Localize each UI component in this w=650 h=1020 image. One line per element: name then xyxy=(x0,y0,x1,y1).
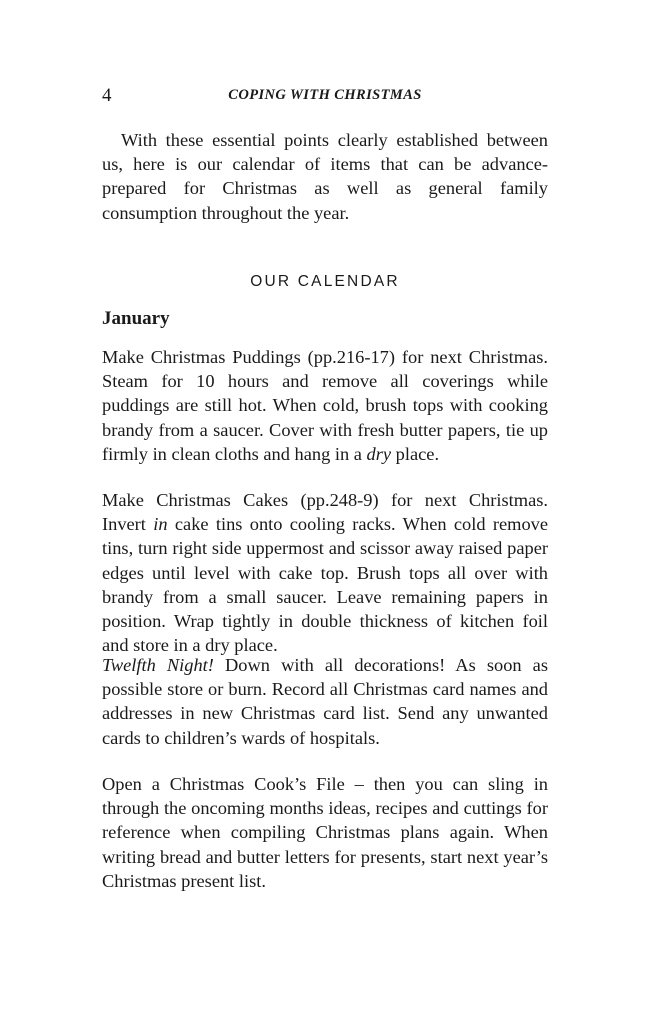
paragraph-text: Down with all decorations! As soon as possible store or burn. Record all Christmas card names and addresses in new Christmas card list. Send any unwanted cards to children’s wards of hospitals. xyxy=(102,655,549,748)
paragraph-text: Make Christmas Cakes (pp.248-9) for next Christmas. Invert xyxy=(102,490,548,535)
paragraph-puddings xyxy=(102,345,548,466)
running-head xyxy=(102,85,548,109)
section-title: OUR CALENDAR xyxy=(250,273,400,290)
emphasis-text: dry xyxy=(366,443,392,464)
paragraph-cooks-file: Open a Christmas Cook’s File – then you can sling in through the oncoming months ideas, recipes and cuttings for reference when compiling Christmas plans again. When writing bread and butter letters for presents, start next year’s Christmas present list. xyxy=(102,774,548,891)
intro-paragraph: With these essential points clearly established between us, here is our calendar of items that can be advance-prepared for Christmas as well as general family consumption throughout the year. xyxy=(102,130,548,223)
paragraph-cakes xyxy=(102,488,548,657)
paragraph-text: cake tins onto cooling racks. When cold remove tins, turn right side uppermost and scissor away raised paper edges until level with cake top. Brush tops all over with brandy from a small saucer. Leave remaining papers in position. Wrap tightly in double thickness of kitchen foil and store in a dry place. xyxy=(102,514,548,656)
page-number: 4 xyxy=(102,85,112,106)
paragraph-twelfth-night xyxy=(102,653,548,750)
paragraph-text: Make Christmas Puddings (pp.216-17) for next Christmas. Steam for 10 hours and remove all coverings while puddings are still hot. When cold, brush tops with cooking brandy from a saucer. Cover with fresh butter papers, tie up firmly in clean cloths and hang in a xyxy=(102,347,548,464)
running-title: COPING WITH CHRISTMAS xyxy=(228,87,422,103)
paragraph-text: place. xyxy=(391,443,440,464)
emphasis-text: in xyxy=(153,514,168,535)
emphasis-text: Twelfth Night! xyxy=(102,655,214,675)
month-heading: January xyxy=(102,308,170,329)
